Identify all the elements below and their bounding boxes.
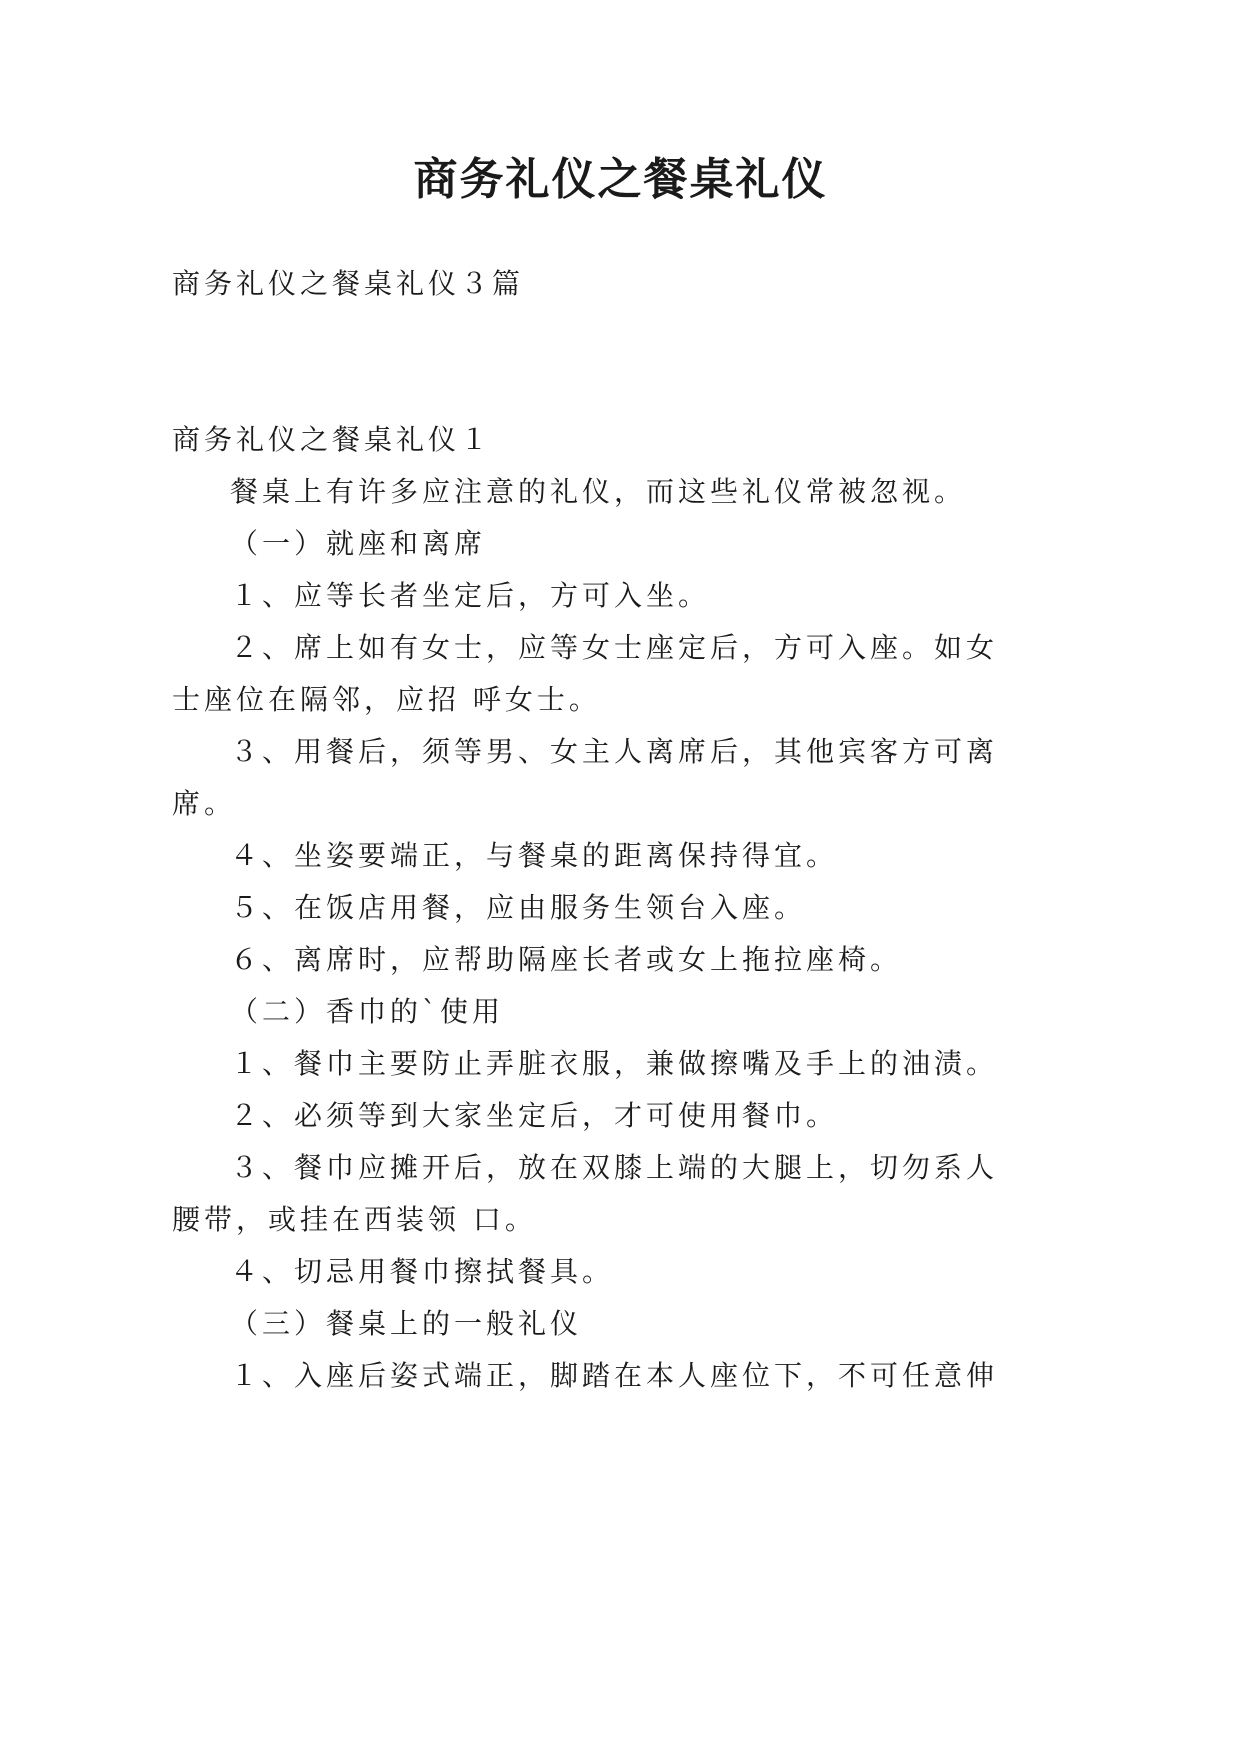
list-item-continuation: 席。 [172,787,237,820]
list-item: ３、用餐后，须等男、女主人离席后，其他宾客方可离 [230,735,999,768]
list-item: １、餐巾主要防止弄脏衣服，兼做擦嘴及手上的油渍。 [230,1047,999,1080]
list-item: ３、餐巾应摊开后，放在双膝上端的大腿上，切勿系人 [230,1151,999,1184]
list-item: ２、席上如有女士，应等女士座定后，方可入座。如女 [230,631,999,664]
subtitle-line: 商务礼仪之餐桌礼仪３篇 [172,267,525,300]
list-item: ５、在饭店用餐，应由服务生领台入座。 [230,891,807,924]
paragraph-line: 餐桌上有许多应注意的礼仪，而这些礼仪常被忽视。 [230,475,967,508]
list-item-continuation: 腰带，或挂在西装领 口。 [172,1203,537,1236]
subsection-heading: （三）餐桌上的一般礼仪 [230,1307,583,1340]
section-heading: 商务礼仪之餐桌礼仪１ [172,423,493,456]
list-item: ２、必须等到大家坐定后，才可使用餐巾。 [230,1099,839,1132]
list-item: ４、切忌用餐巾擦拭餐具。 [230,1255,615,1288]
list-item-continuation: 士座位在隔邻，应招 呼女士。 [172,683,601,716]
document-title: 商务礼仪之餐桌礼仪 [413,154,828,205]
list-item: ４、坐姿要端正，与餐桌的距离保持得宜。 [230,839,839,872]
list-item: １、入座后姿式端正，脚踏在本人座位下，不可任意伸 [230,1359,999,1392]
list-item: ６、离席时，应帮助隔座长者或女上拖拉座椅。 [230,943,903,976]
subsection-heading: （二）香巾的`使用 [230,995,505,1028]
subsection-heading: （一）就座和离席 [230,527,487,560]
list-item: １、应等长者坐定后，方可入坐。 [230,579,711,612]
